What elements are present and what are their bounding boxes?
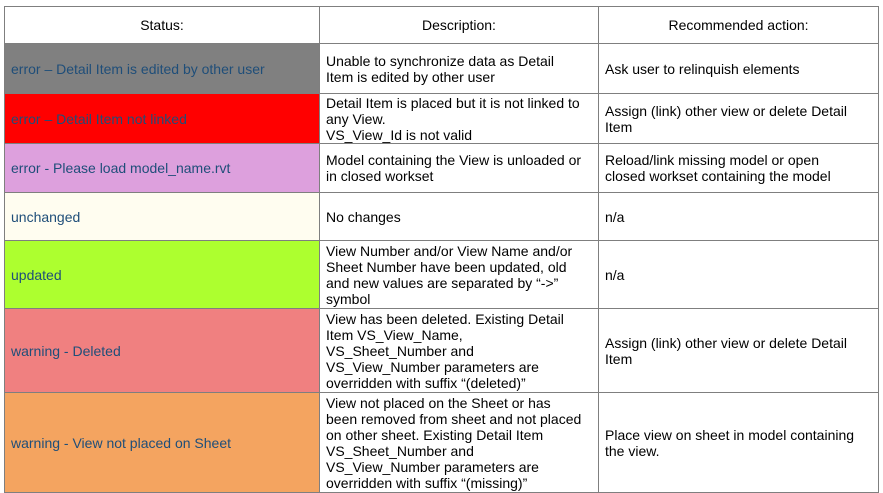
table-row <box>5 44 879 94</box>
table-row <box>5 94 879 144</box>
action-cell: Assign (link) other view or delete Detail Item <box>599 94 879 144</box>
table-row <box>5 193 879 241</box>
table-row <box>5 241 879 309</box>
action-cell: Ask user to relinquish elements <box>599 44 879 94</box>
action-cell: n/a <box>599 193 879 241</box>
header-action: Recommended action: <box>599 7 879 44</box>
description-cell: View Number and/or View Name and/or Sheet Number have been updated, old and new values are separated by “->” symbol <box>320 241 599 309</box>
table-row <box>5 144 879 193</box>
action-cell: Assign (link) other view or delete Detail Item <box>599 309 879 393</box>
description-cell: Unable to synchronize data as Detail Item is edited by other user <box>320 44 599 94</box>
status-cell: warning - View not placed on Sheet <box>5 393 320 493</box>
description-cell: Detail Item is placed but it is not linked to any View. VS_View_Id is not valid <box>320 94 599 144</box>
action-cell: Place view on sheet in model containing the view. <box>599 393 879 493</box>
description-cell: No changes <box>320 193 599 241</box>
header-description: Description: <box>320 7 599 44</box>
status-cell: error – Detail Item not linked <box>5 94 320 144</box>
status-table <box>4 6 879 493</box>
status-cell: error – Detail Item is edited by other user <box>5 44 320 94</box>
header-row <box>5 7 879 44</box>
status-cell: warning - Deleted <box>5 309 320 393</box>
action-cell: Reload/link missing model or open closed workset containing the model <box>599 144 879 193</box>
description-cell: View not placed on the Sheet or has been removed from sheet and not placed on other sheet. Existing Detail Item VS_Sheet_Number and VS_View_Number parameters are overridden with suffix “(missing)” <box>320 393 599 493</box>
description-cell: Model containing the View is unloaded or in closed workset <box>320 144 599 193</box>
status-cell: unchanged <box>5 193 320 241</box>
action-cell: n/a <box>599 241 879 309</box>
status-cell: updated <box>5 241 320 309</box>
table-row <box>5 393 879 493</box>
header-status: Status: <box>5 7 320 44</box>
status-cell: error - Please load model_name.rvt <box>5 144 320 193</box>
description-cell: View has been deleted. Existing Detail Item VS_View_Name, VS_Sheet_Number and VS_View_Number parameters are overridden with suffix “(deleted)” <box>320 309 599 393</box>
table-row <box>5 309 879 393</box>
